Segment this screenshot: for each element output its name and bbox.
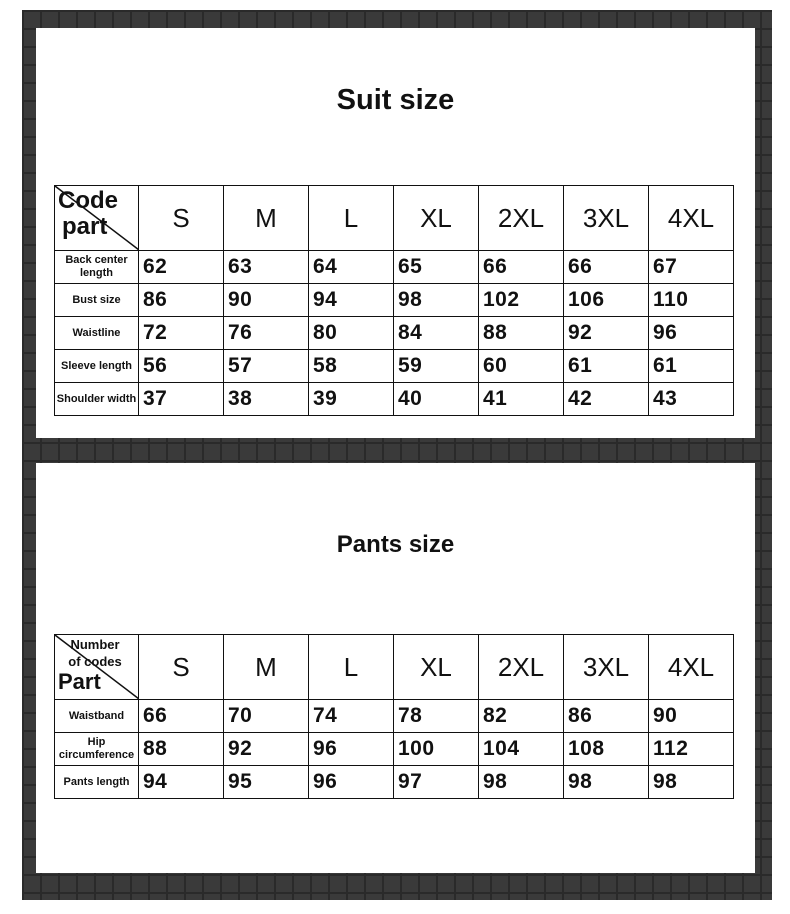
row-label: Bust size [55, 284, 139, 317]
table-cell: 57 [224, 350, 309, 383]
table-cell: 94 [139, 766, 224, 799]
table-row [55, 383, 734, 416]
table-row [55, 700, 734, 733]
suit-size-panel [36, 28, 755, 438]
table-cell: 98 [394, 284, 479, 317]
table-cell: 65 [394, 251, 479, 284]
table-row [55, 284, 734, 317]
size-header: XL [394, 635, 479, 700]
size-header: S [139, 186, 224, 251]
suit-size-title: Suit size [336, 84, 455, 116]
row-label: Waistband [55, 700, 139, 733]
table-row [55, 317, 734, 350]
table-cell: 40 [394, 383, 479, 416]
corner-cell [55, 186, 139, 251]
corner-top-label: Code [58, 187, 118, 214]
table-cell: 66 [564, 251, 649, 284]
table-cell: 94 [309, 284, 394, 317]
table-cell: 90 [649, 700, 734, 733]
table-cell: 102 [479, 284, 564, 317]
table-cell: 88 [139, 733, 224, 766]
table-cell: 96 [649, 317, 734, 350]
table-cell: 78 [394, 700, 479, 733]
table-cell: 61 [649, 350, 734, 383]
table-cell: 82 [479, 700, 564, 733]
size-header: M [224, 186, 309, 251]
table-cell: 86 [564, 700, 649, 733]
table-cell: 64 [309, 251, 394, 284]
row-label: Waistline [55, 317, 139, 350]
table-cell: 67 [649, 251, 734, 284]
table-cell: 98 [479, 766, 564, 799]
table-cell: 95 [224, 766, 309, 799]
table-cell: 84 [394, 317, 479, 350]
pants-size-title: Pants size [336, 531, 455, 558]
table-cell: 74 [309, 700, 394, 733]
table-cell: 104 [479, 733, 564, 766]
table-cell: 80 [309, 317, 394, 350]
size-header: 3XL [564, 186, 649, 251]
size-header: 2XL [479, 635, 564, 700]
table-cell: 42 [564, 383, 649, 416]
table-cell: 110 [649, 284, 734, 317]
table-cell: 66 [139, 700, 224, 733]
table-cell: 106 [564, 284, 649, 317]
table-cell: 100 [394, 733, 479, 766]
table-cell: 98 [564, 766, 649, 799]
table-cell: 59 [394, 350, 479, 383]
table-row [55, 766, 734, 799]
table-cell: 41 [479, 383, 564, 416]
pants-size-table [54, 634, 734, 799]
table-cell: 88 [479, 317, 564, 350]
table-cell: 96 [309, 766, 394, 799]
size-header: 4XL [649, 186, 734, 251]
table-cell: 37 [139, 383, 224, 416]
suit-size-table [54, 185, 734, 416]
table-cell: 76 [224, 317, 309, 350]
row-label: Back center length [55, 251, 139, 284]
table-cell: 38 [224, 383, 309, 416]
table-cell: 56 [139, 350, 224, 383]
table-cell: 98 [649, 766, 734, 799]
size-header: L [309, 635, 394, 700]
table-cell: 61 [564, 350, 649, 383]
table-cell: 72 [139, 317, 224, 350]
row-label: Pants length [55, 766, 139, 799]
row-label: Shoulder width [55, 383, 139, 416]
table-row [55, 733, 734, 766]
size-header: XL [394, 186, 479, 251]
corner-top-label: Number of codes [68, 637, 122, 669]
row-label: Sleeve length [55, 350, 139, 383]
size-header: S [139, 635, 224, 700]
table-cell: 90 [224, 284, 309, 317]
table-cell: 86 [139, 284, 224, 317]
table-cell: 66 [479, 251, 564, 284]
table-cell: 92 [564, 317, 649, 350]
size-header: M [224, 635, 309, 700]
table-row [55, 251, 734, 284]
row-label: Hip circumference [55, 733, 139, 766]
table-cell: 92 [224, 733, 309, 766]
table-cell: 43 [649, 383, 734, 416]
size-header: 4XL [649, 635, 734, 700]
table-cell: 70 [224, 700, 309, 733]
corner-bottom-label: Part [58, 669, 101, 694]
table-cell: 58 [309, 350, 394, 383]
table-cell: 108 [564, 733, 649, 766]
corner-cell [55, 635, 139, 700]
size-header: 2XL [479, 186, 564, 251]
table-cell: 62 [139, 251, 224, 284]
table-cell: 63 [224, 251, 309, 284]
pants-size-panel [36, 463, 755, 873]
table-cell: 97 [394, 766, 479, 799]
table-cell: 112 [649, 733, 734, 766]
corner-bottom-label: part [62, 213, 108, 240]
table-cell: 60 [479, 350, 564, 383]
table-row [55, 350, 734, 383]
size-header: 3XL [564, 635, 649, 700]
table-cell: 39 [309, 383, 394, 416]
size-header: L [309, 186, 394, 251]
table-header-row [55, 635, 734, 700]
table-header-row [55, 186, 734, 251]
table-cell: 96 [309, 733, 394, 766]
